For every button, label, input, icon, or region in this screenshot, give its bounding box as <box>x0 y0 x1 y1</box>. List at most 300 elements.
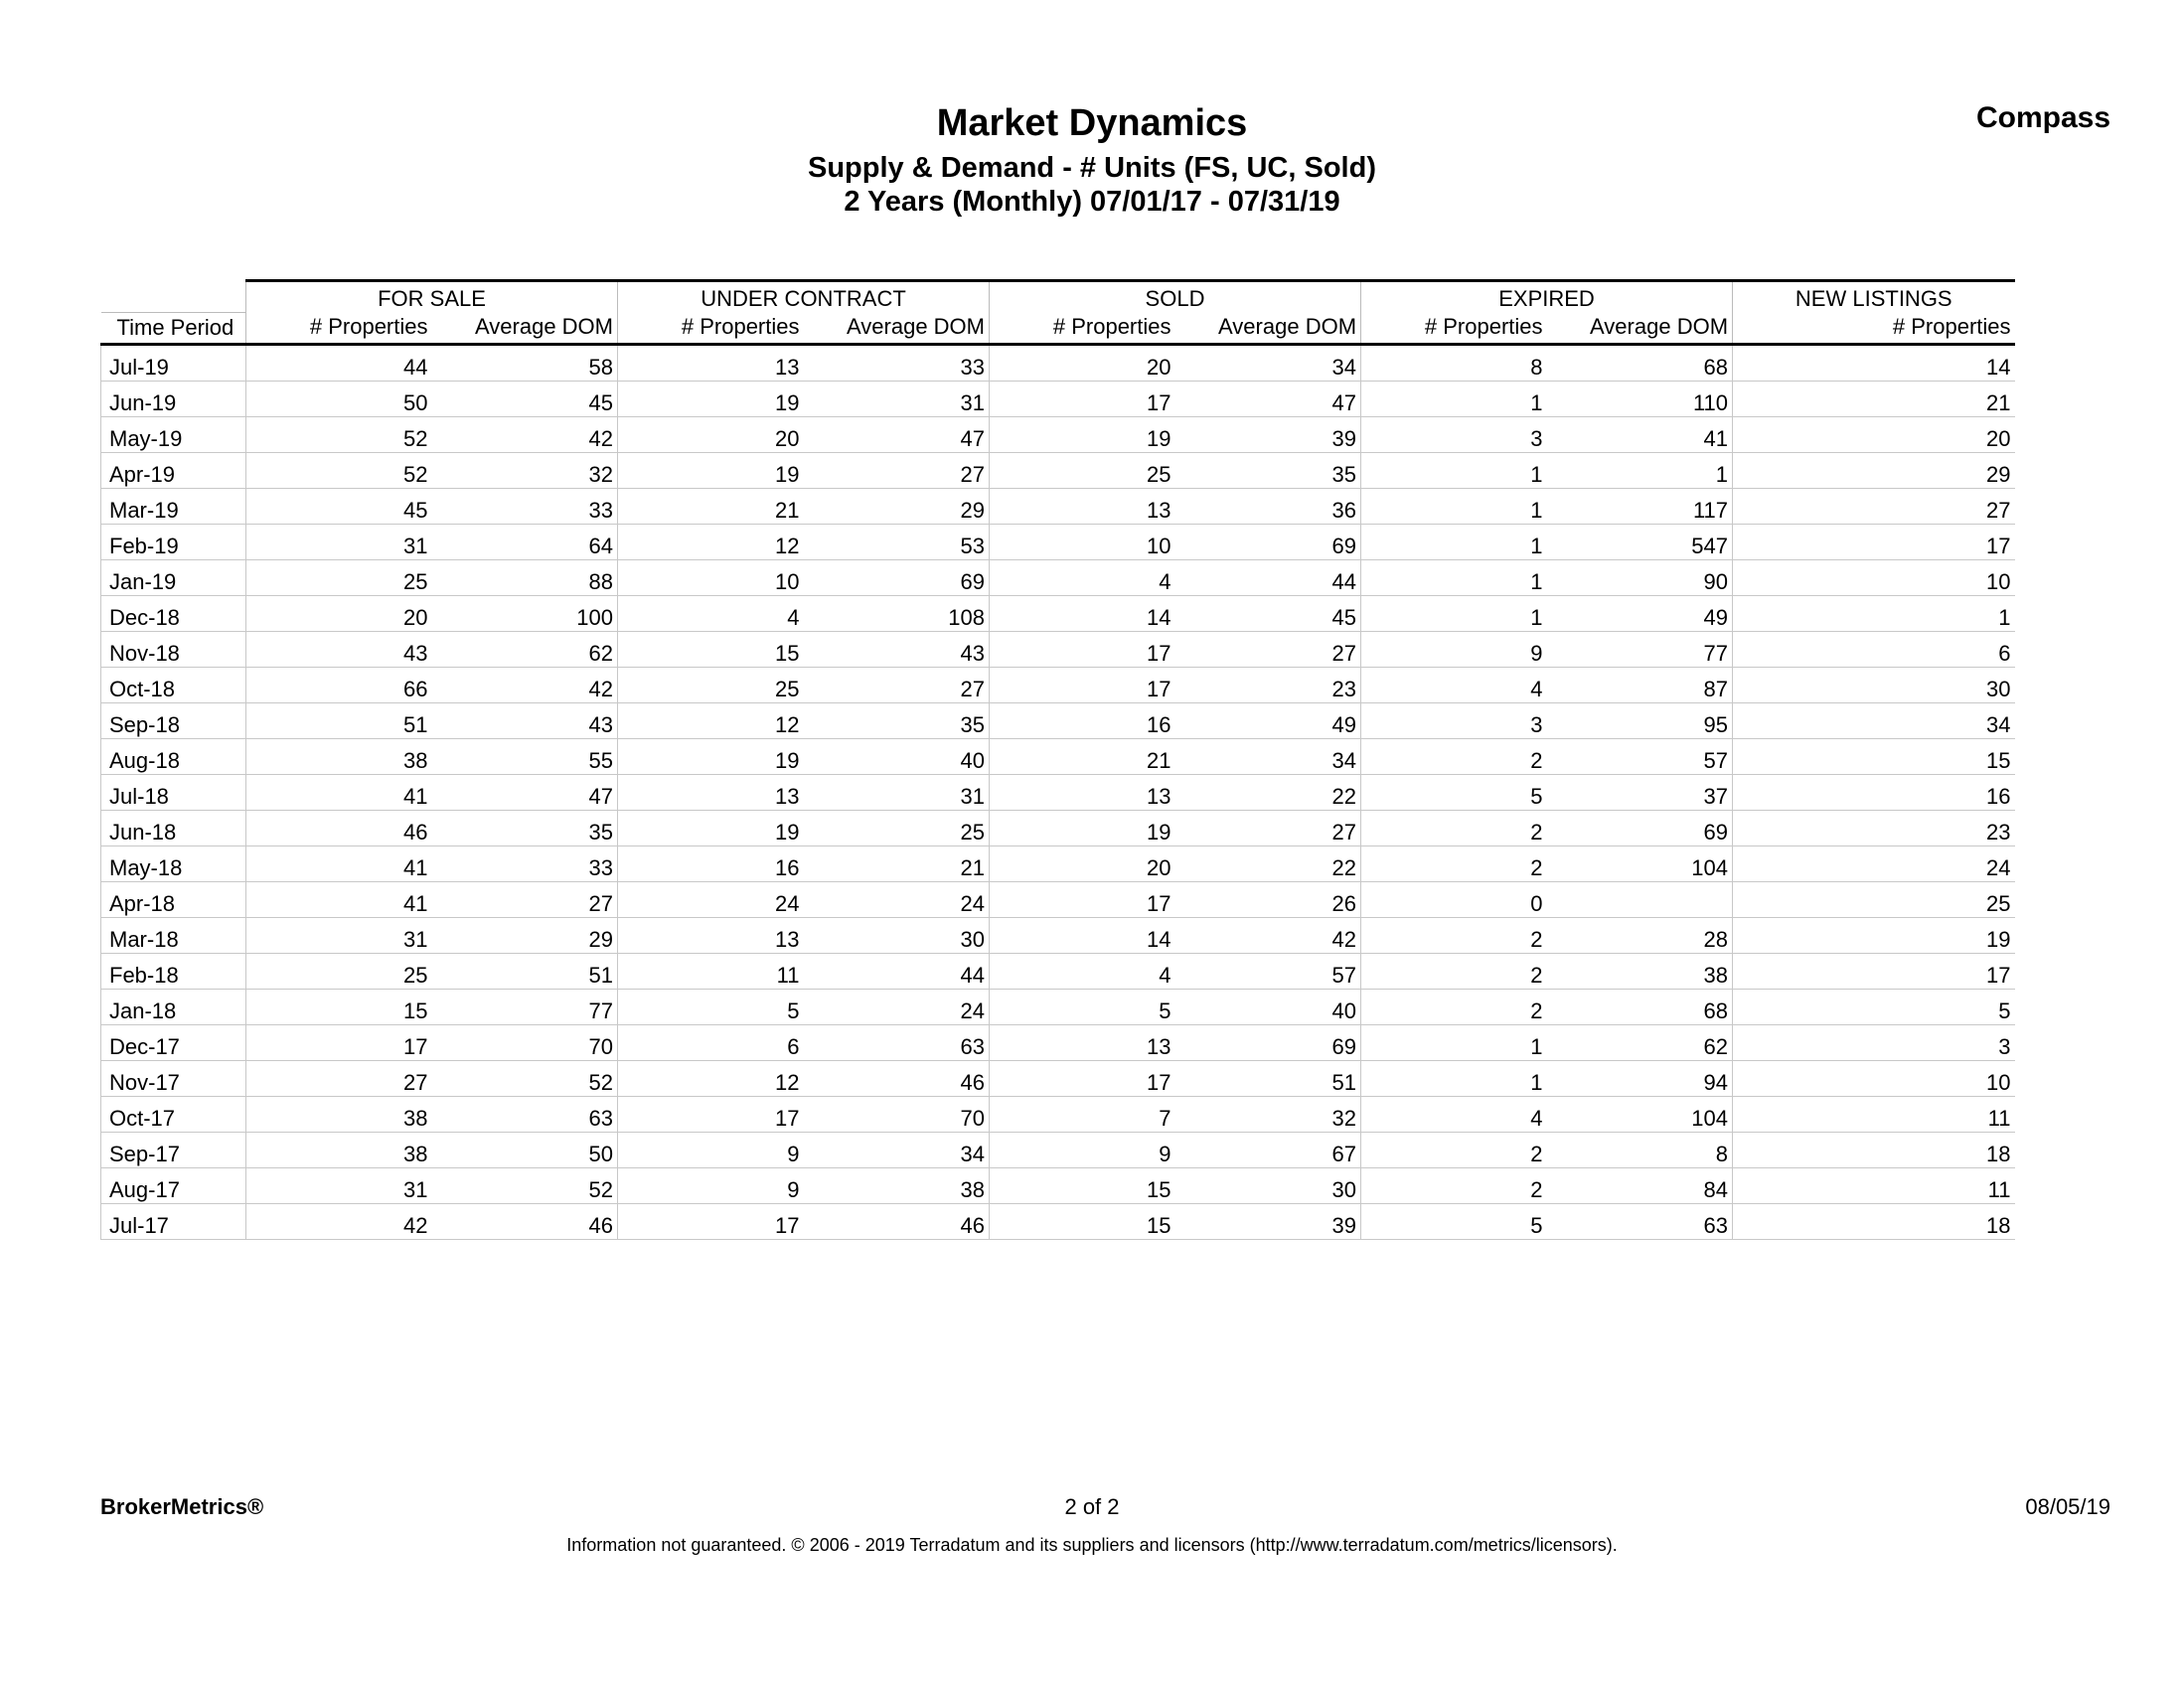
cell-uc-properties: 5 <box>618 989 804 1024</box>
cell-sold-average-dom: 22 <box>1175 845 1361 881</box>
cell-expired-properties: 2 <box>1361 1132 1547 1167</box>
cell-sold-properties: 25 <box>990 452 1175 488</box>
cell-fs-average-dom: 62 <box>432 631 618 667</box>
cell-fs-average-dom: 77 <box>432 989 618 1024</box>
cell-fs-average-dom: 88 <box>432 559 618 595</box>
column-header-sold-properties: # Properties <box>990 312 1175 344</box>
cell-uc-properties: 9 <box>618 1132 804 1167</box>
cell-new-listings-properties: 29 <box>1733 452 2015 488</box>
cell-new-listings-properties: 10 <box>1733 559 2015 595</box>
cell-new-listings-properties: 14 <box>1733 344 2015 381</box>
cell-uc-properties: 9 <box>618 1167 804 1203</box>
cell-sold-properties: 4 <box>990 953 1175 989</box>
cell-fs-average-dom: 33 <box>432 845 618 881</box>
cell-time-period: Aug-18 <box>101 738 246 774</box>
cell-expired-properties: 1 <box>1361 559 1547 595</box>
cell-fs-properties: 15 <box>246 989 432 1024</box>
cell-new-listings-properties: 1 <box>1733 595 2015 631</box>
cell-new-listings-properties: 30 <box>1733 667 2015 702</box>
table-row <box>101 595 2015 631</box>
cell-time-period: Mar-18 <box>101 917 246 953</box>
cell-time-period: May-18 <box>101 845 246 881</box>
cell-sold-properties: 14 <box>990 595 1175 631</box>
cell-expired-properties: 1 <box>1361 381 1547 416</box>
cell-sold-properties: 13 <box>990 1024 1175 1060</box>
cell-fs-average-dom: 45 <box>432 381 618 416</box>
cell-time-period: Apr-19 <box>101 452 246 488</box>
cell-new-listings-properties: 17 <box>1733 953 2015 989</box>
cell-sold-average-dom: 34 <box>1175 738 1361 774</box>
cell-sold-average-dom: 39 <box>1175 416 1361 452</box>
cell-uc-properties: 12 <box>618 702 804 738</box>
cell-fs-properties: 27 <box>246 1060 432 1096</box>
cell-new-listings-properties: 11 <box>1733 1096 2015 1132</box>
cell-expired-average-dom: 104 <box>1547 845 1733 881</box>
cell-sold-properties: 17 <box>990 881 1175 917</box>
cell-sold-properties: 17 <box>990 667 1175 702</box>
cell-time-period: Apr-18 <box>101 881 246 917</box>
column-header-uc-properties: # Properties <box>618 312 804 344</box>
column-header-expired-average-dom: Average DOM <box>1547 312 1733 344</box>
cell-sold-average-dom: 42 <box>1175 917 1361 953</box>
cell-sold-average-dom: 36 <box>1175 488 1361 524</box>
cell-time-period: Oct-17 <box>101 1096 246 1132</box>
cell-expired-properties: 2 <box>1361 810 1547 845</box>
cell-time-period: Jan-18 <box>101 989 246 1024</box>
table-row <box>101 1096 2015 1132</box>
cell-fs-properties: 52 <box>246 452 432 488</box>
cell-fs-average-dom: 100 <box>432 595 618 631</box>
cell-uc-properties: 19 <box>618 738 804 774</box>
cell-expired-properties: 1 <box>1361 452 1547 488</box>
cell-time-period: Jul-18 <box>101 774 246 810</box>
cell-uc-average-dom: 47 <box>804 416 990 452</box>
cell-fs-average-dom: 55 <box>432 738 618 774</box>
table-row <box>101 381 2015 416</box>
cell-sold-average-dom: 51 <box>1175 1060 1361 1096</box>
cell-fs-properties: 38 <box>246 1132 432 1167</box>
cell-uc-properties: 16 <box>618 845 804 881</box>
cell-expired-properties: 1 <box>1361 1024 1547 1060</box>
cell-time-period: Aug-17 <box>101 1167 246 1203</box>
cell-new-listings-properties: 18 <box>1733 1132 2015 1167</box>
cell-fs-properties: 51 <box>246 702 432 738</box>
cell-sold-average-dom: 49 <box>1175 702 1361 738</box>
cell-expired-average-dom: 547 <box>1547 524 1733 559</box>
cell-fs-properties: 31 <box>246 524 432 559</box>
cell-fs-properties: 42 <box>246 1203 432 1239</box>
cell-fs-properties: 43 <box>246 631 432 667</box>
cell-time-period: Jan-19 <box>101 559 246 595</box>
cell-fs-average-dom: 42 <box>432 667 618 702</box>
cell-uc-average-dom: 44 <box>804 953 990 989</box>
cell-expired-properties: 3 <box>1361 702 1547 738</box>
cell-expired-properties: 0 <box>1361 881 1547 917</box>
cell-new-listings-properties: 3 <box>1733 1024 2015 1060</box>
cell-fs-properties: 38 <box>246 738 432 774</box>
cell-expired-properties: 2 <box>1361 989 1547 1024</box>
cell-uc-average-dom: 63 <box>804 1024 990 1060</box>
cell-uc-average-dom: 46 <box>804 1060 990 1096</box>
cell-sold-properties: 5 <box>990 989 1175 1024</box>
cell-time-period: Sep-17 <box>101 1132 246 1167</box>
footer-product-name: BrokerMetrics® <box>100 1494 264 1519</box>
cell-uc-properties: 19 <box>618 381 804 416</box>
cell-sold-properties: 17 <box>990 631 1175 667</box>
cell-sold-properties: 16 <box>990 702 1175 738</box>
cell-fs-average-dom: 27 <box>432 881 618 917</box>
cell-new-listings-properties: 21 <box>1733 381 2015 416</box>
table-row <box>101 845 2015 881</box>
cell-uc-properties: 12 <box>618 1060 804 1096</box>
cell-fs-properties: 41 <box>246 845 432 881</box>
cell-sold-properties: 17 <box>990 1060 1175 1096</box>
cell-expired-average-dom: 8 <box>1547 1132 1733 1167</box>
cell-sold-properties: 10 <box>990 524 1175 559</box>
cell-sold-average-dom: 27 <box>1175 631 1361 667</box>
cell-new-listings-properties: 34 <box>1733 702 2015 738</box>
cell-time-period: Sep-18 <box>101 702 246 738</box>
cell-fs-average-dom: 70 <box>432 1024 618 1060</box>
cell-uc-average-dom: 27 <box>804 452 990 488</box>
cell-fs-properties: 31 <box>246 917 432 953</box>
column-header-row <box>101 312 2015 344</box>
cell-fs-properties: 25 <box>246 559 432 595</box>
cell-new-listings-properties: 15 <box>1733 738 2015 774</box>
cell-uc-average-dom: 21 <box>804 845 990 881</box>
cell-uc-properties: 24 <box>618 881 804 917</box>
cell-fs-average-dom: 63 <box>432 1096 618 1132</box>
cell-fs-average-dom: 64 <box>432 524 618 559</box>
cell-time-period: Feb-19 <box>101 524 246 559</box>
cell-time-period: Jul-17 <box>101 1203 246 1239</box>
cell-uc-average-dom: 34 <box>804 1132 990 1167</box>
table-row <box>101 1132 2015 1167</box>
cell-uc-properties: 6 <box>618 1024 804 1060</box>
cell-fs-average-dom: 42 <box>432 416 618 452</box>
column-header-fs-average-dom: Average DOM <box>432 312 618 344</box>
cell-new-listings-properties: 19 <box>1733 917 2015 953</box>
cell-uc-properties: 17 <box>618 1203 804 1239</box>
cell-uc-properties: 15 <box>618 631 804 667</box>
cell-expired-average-dom: 84 <box>1547 1167 1733 1203</box>
cell-expired-average-dom: 38 <box>1547 953 1733 989</box>
cell-time-period: Jul-19 <box>101 344 246 381</box>
column-header-fs-properties: # Properties <box>246 312 432 344</box>
cell-uc-properties: 17 <box>618 1096 804 1132</box>
cell-time-period: Mar-19 <box>101 488 246 524</box>
column-header-time-period: Time Period <box>101 312 246 344</box>
table-body <box>101 344 2015 1239</box>
cell-sold-average-dom: 27 <box>1175 810 1361 845</box>
cell-sold-average-dom: 26 <box>1175 881 1361 917</box>
cell-expired-average-dom <box>1547 881 1733 917</box>
cell-fs-properties: 50 <box>246 381 432 416</box>
cell-expired-average-dom: 63 <box>1547 1203 1733 1239</box>
cell-fs-average-dom: 50 <box>432 1132 618 1167</box>
cell-new-listings-properties: 16 <box>1733 774 2015 810</box>
cell-uc-properties: 25 <box>618 667 804 702</box>
cell-expired-properties: 9 <box>1361 631 1547 667</box>
cell-sold-average-dom: 57 <box>1175 953 1361 989</box>
cell-uc-average-dom: 30 <box>804 917 990 953</box>
cell-fs-average-dom: 47 <box>432 774 618 810</box>
footer-page-number: 2 of 2 <box>1064 1494 1120 1519</box>
cell-sold-average-dom: 67 <box>1175 1132 1361 1167</box>
cell-sold-properties: 14 <box>990 917 1175 953</box>
cell-time-period: Dec-17 <box>101 1024 246 1060</box>
cell-uc-properties: 13 <box>618 344 804 381</box>
cell-sold-average-dom: 32 <box>1175 1096 1361 1132</box>
cell-uc-average-dom: 31 <box>804 381 990 416</box>
column-header-uc-average-dom: Average DOM <box>804 312 990 344</box>
table-row <box>101 1203 2015 1239</box>
column-header-sold-average-dom: Average DOM <box>1175 312 1361 344</box>
table-row <box>101 667 2015 702</box>
cell-fs-average-dom: 29 <box>432 917 618 953</box>
cell-expired-average-dom: 68 <box>1547 989 1733 1024</box>
cell-sold-properties: 21 <box>990 738 1175 774</box>
cell-fs-average-dom: 35 <box>432 810 618 845</box>
cell-sold-average-dom: 69 <box>1175 1024 1361 1060</box>
group-header-blank <box>101 281 246 313</box>
cell-new-listings-properties: 10 <box>1733 1060 2015 1096</box>
group-header-row <box>101 281 2015 313</box>
cell-expired-properties: 4 <box>1361 667 1547 702</box>
cell-fs-properties: 46 <box>246 810 432 845</box>
cell-expired-average-dom: 28 <box>1547 917 1733 953</box>
cell-sold-average-dom: 39 <box>1175 1203 1361 1239</box>
table-row <box>101 524 2015 559</box>
cell-uc-average-dom: 29 <box>804 488 990 524</box>
cell-sold-average-dom: 44 <box>1175 559 1361 595</box>
cell-sold-properties: 19 <box>990 416 1175 452</box>
cell-expired-average-dom: 49 <box>1547 595 1733 631</box>
table-row <box>101 416 2015 452</box>
table-row <box>101 953 2015 989</box>
cell-uc-properties: 21 <box>618 488 804 524</box>
cell-uc-average-dom: 24 <box>804 989 990 1024</box>
table-row <box>101 917 2015 953</box>
cell-expired-average-dom: 37 <box>1547 774 1733 810</box>
cell-uc-average-dom: 33 <box>804 344 990 381</box>
cell-uc-average-dom: 43 <box>804 631 990 667</box>
cell-expired-properties: 3 <box>1361 416 1547 452</box>
cell-expired-properties: 4 <box>1361 1096 1547 1132</box>
cell-uc-properties: 4 <box>618 595 804 631</box>
cell-fs-properties: 52 <box>246 416 432 452</box>
cell-sold-average-dom: 45 <box>1175 595 1361 631</box>
cell-sold-properties: 9 <box>990 1132 1175 1167</box>
group-header-new-listings: NEW LISTINGS <box>1733 281 2015 313</box>
table-row <box>101 631 2015 667</box>
cell-fs-average-dom: 43 <box>432 702 618 738</box>
cell-expired-average-dom: 68 <box>1547 344 1733 381</box>
cell-time-period: Jun-19 <box>101 381 246 416</box>
cell-expired-properties: 5 <box>1361 774 1547 810</box>
column-header-new-listings-properties: # Properties <box>1733 312 2015 344</box>
group-header-for-sale: FOR SALE <box>246 281 618 313</box>
cell-uc-average-dom: 38 <box>804 1167 990 1203</box>
cell-expired-average-dom: 69 <box>1547 810 1733 845</box>
cell-uc-average-dom: 70 <box>804 1096 990 1132</box>
cell-expired-properties: 8 <box>1361 344 1547 381</box>
cell-sold-properties: 17 <box>990 381 1175 416</box>
table-row <box>101 738 2015 774</box>
cell-fs-properties: 44 <box>246 344 432 381</box>
cell-uc-average-dom: 35 <box>804 702 990 738</box>
cell-fs-properties: 41 <box>246 774 432 810</box>
cell-uc-average-dom: 31 <box>804 774 990 810</box>
cell-new-listings-properties: 11 <box>1733 1167 2015 1203</box>
cell-fs-properties: 45 <box>246 488 432 524</box>
cell-expired-properties: 5 <box>1361 1203 1547 1239</box>
cell-time-period: Nov-17 <box>101 1060 246 1096</box>
report-subtitle: Supply & Demand - # Units (FS, UC, Sold) <box>808 152 1376 184</box>
cell-expired-properties: 2 <box>1361 953 1547 989</box>
cell-fs-properties: 31 <box>246 1167 432 1203</box>
cell-fs-properties: 41 <box>246 881 432 917</box>
cell-expired-average-dom: 90 <box>1547 559 1733 595</box>
cell-uc-average-dom: 69 <box>804 559 990 595</box>
cell-sold-properties: 7 <box>990 1096 1175 1132</box>
market-dynamics-table <box>100 279 2015 1240</box>
cell-new-listings-properties: 6 <box>1733 631 2015 667</box>
cell-fs-average-dom: 58 <box>432 344 618 381</box>
cell-uc-properties: 10 <box>618 559 804 595</box>
cell-fs-average-dom: 51 <box>432 953 618 989</box>
cell-sold-properties: 4 <box>990 559 1175 595</box>
cell-sold-average-dom: 34 <box>1175 344 1361 381</box>
cell-time-period: Dec-18 <box>101 595 246 631</box>
cell-new-listings-properties: 5 <box>1733 989 2015 1024</box>
cell-expired-properties: 2 <box>1361 738 1547 774</box>
cell-sold-properties: 13 <box>990 774 1175 810</box>
table-row <box>101 774 2015 810</box>
brand-name: Compass <box>1975 101 2110 134</box>
cell-uc-average-dom: 46 <box>804 1203 990 1239</box>
cell-expired-properties: 2 <box>1361 1167 1547 1203</box>
group-header-expired: EXPIRED <box>1361 281 1733 313</box>
cell-uc-average-dom: 53 <box>804 524 990 559</box>
cell-fs-average-dom: 52 <box>432 1167 618 1203</box>
cell-fs-average-dom: 52 <box>432 1060 618 1096</box>
cell-expired-average-dom: 117 <box>1547 488 1733 524</box>
cell-expired-properties: 2 <box>1361 845 1547 881</box>
table-row <box>101 702 2015 738</box>
cell-new-listings-properties: 18 <box>1733 1203 2015 1239</box>
footer-disclaimer: Information not guaranteed. © 2006 - 2019 Terradatum and its suppliers and licensors (http://www.terradatum.com/metrics/licensors). <box>566 1535 1618 1555</box>
cell-expired-average-dom: 94 <box>1547 1060 1733 1096</box>
cell-expired-properties: 1 <box>1361 595 1547 631</box>
cell-new-listings-properties: 23 <box>1733 810 2015 845</box>
group-header-sold: SOLD <box>990 281 1361 313</box>
cell-uc-properties: 19 <box>618 810 804 845</box>
table-row <box>101 344 2015 381</box>
cell-new-listings-properties: 17 <box>1733 524 2015 559</box>
cell-sold-average-dom: 35 <box>1175 452 1361 488</box>
cell-expired-average-dom: 77 <box>1547 631 1733 667</box>
cell-fs-properties: 17 <box>246 1024 432 1060</box>
cell-fs-properties: 20 <box>246 595 432 631</box>
table-row <box>101 1167 2015 1203</box>
cell-expired-average-dom: 57 <box>1547 738 1733 774</box>
table-row <box>101 810 2015 845</box>
cell-expired-average-dom: 104 <box>1547 1096 1733 1132</box>
cell-expired-properties: 1 <box>1361 524 1547 559</box>
cell-uc-properties: 13 <box>618 917 804 953</box>
cell-uc-properties: 11 <box>618 953 804 989</box>
cell-new-listings-properties: 27 <box>1733 488 2015 524</box>
cell-expired-average-dom: 41 <box>1547 416 1733 452</box>
table-row <box>101 488 2015 524</box>
table-row <box>101 989 2015 1024</box>
cell-fs-average-dom: 33 <box>432 488 618 524</box>
cell-uc-properties: 13 <box>618 774 804 810</box>
cell-sold-average-dom: 40 <box>1175 989 1361 1024</box>
cell-expired-properties: 1 <box>1361 1060 1547 1096</box>
cell-uc-average-dom: 25 <box>804 810 990 845</box>
report-period: 2 Years (Monthly) 07/01/17 - 07/31/19 <box>844 186 1340 218</box>
cell-sold-properties: 15 <box>990 1203 1175 1239</box>
cell-sold-properties: 19 <box>990 810 1175 845</box>
cell-time-period: Feb-18 <box>101 953 246 989</box>
cell-time-period: Oct-18 <box>101 667 246 702</box>
cell-fs-properties: 66 <box>246 667 432 702</box>
cell-time-period: Jun-18 <box>101 810 246 845</box>
cell-sold-properties: 20 <box>990 344 1175 381</box>
cell-sold-properties: 13 <box>990 488 1175 524</box>
table-row <box>101 1024 2015 1060</box>
cell-uc-properties: 20 <box>618 416 804 452</box>
cell-sold-average-dom: 23 <box>1175 667 1361 702</box>
cell-expired-properties: 2 <box>1361 917 1547 953</box>
cell-sold-properties: 15 <box>990 1167 1175 1203</box>
cell-uc-properties: 12 <box>618 524 804 559</box>
group-header-under-contract: UNDER CONTRACT <box>618 281 990 313</box>
cell-expired-average-dom: 1 <box>1547 452 1733 488</box>
cell-expired-properties: 1 <box>1361 488 1547 524</box>
cell-fs-properties: 25 <box>246 953 432 989</box>
table-row <box>101 452 2015 488</box>
cell-sold-average-dom: 69 <box>1175 524 1361 559</box>
cell-new-listings-properties: 24 <box>1733 845 2015 881</box>
cell-uc-properties: 19 <box>618 452 804 488</box>
cell-uc-average-dom: 27 <box>804 667 990 702</box>
cell-time-period: May-19 <box>101 416 246 452</box>
table-row <box>101 559 2015 595</box>
cell-time-period: Nov-18 <box>101 631 246 667</box>
cell-sold-properties: 20 <box>990 845 1175 881</box>
cell-expired-average-dom: 62 <box>1547 1024 1733 1060</box>
cell-sold-average-dom: 22 <box>1175 774 1361 810</box>
cell-uc-average-dom: 40 <box>804 738 990 774</box>
cell-sold-average-dom: 30 <box>1175 1167 1361 1203</box>
cell-uc-average-dom: 108 <box>804 595 990 631</box>
footer-date: 08/05/19 <box>2025 1494 2110 1519</box>
cell-expired-average-dom: 110 <box>1547 381 1733 416</box>
cell-fs-properties: 38 <box>246 1096 432 1132</box>
cell-new-listings-properties: 20 <box>1733 416 2015 452</box>
column-header-expired-properties: # Properties <box>1361 312 1547 344</box>
cell-expired-average-dom: 95 <box>1547 702 1733 738</box>
table-row <box>101 881 2015 917</box>
table-row <box>101 1060 2015 1096</box>
cell-fs-average-dom: 32 <box>432 452 618 488</box>
cell-expired-average-dom: 87 <box>1547 667 1733 702</box>
cell-uc-average-dom: 24 <box>804 881 990 917</box>
report-title: Market Dynamics <box>936 102 1248 144</box>
